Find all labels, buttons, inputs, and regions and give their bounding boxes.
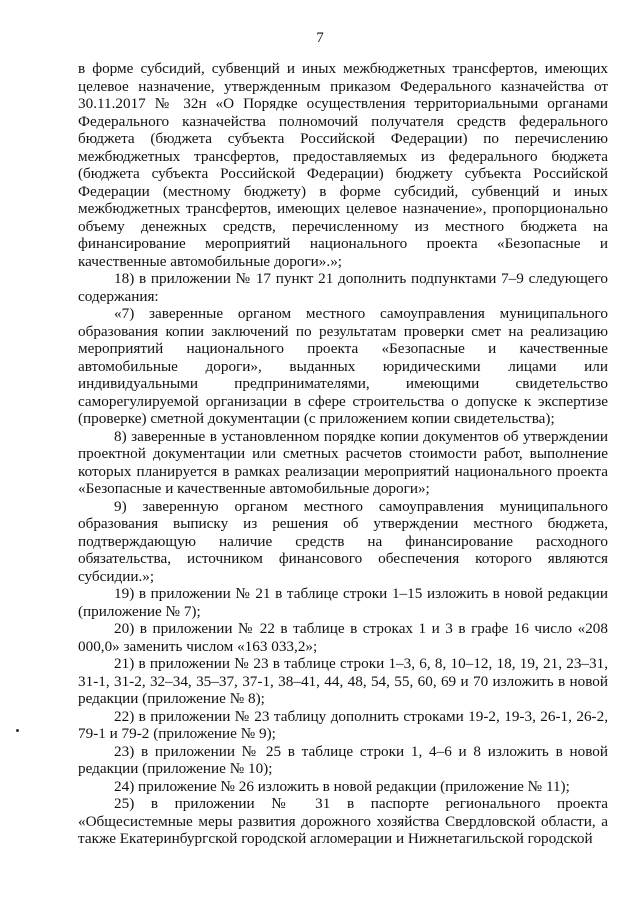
- document-body: [78, 60, 608, 848]
- paragraph-item-18: 18) в приложении № 17 пункт 21 дополнить подпунктами 7–9 следующего содержания:: [78, 270, 608, 305]
- paragraph-item-23: 23) в приложении № 25 в таблице строки 1, 4–6 и 8 изложить в новой редакции (приложение № 10);: [78, 742, 608, 777]
- paragraph-item-21: 21) в приложении № 23 в таблице строки 1–3, 6, 8, 10–12, 18, 19, 21, 23–31, 31-1, 31-2, 32–34, 35–37, 37-1, 38–41, 44, 48, 54, 55, 60, 69 и 70 изложить в новой редакции (приложение № 8);: [78, 655, 608, 707]
- paragraph-item-24: 24) приложение № 26 изложить в новой редакции (приложение № 11);: [114, 777, 570, 795]
- paragraph-item-20: 20) в приложении № 22 в таблице в строках 1 и 3 в графе 16 число «208 000,0» заменить числом «163 033,2»;: [78, 620, 608, 655]
- page-number: 7: [316, 30, 324, 46]
- scan-speck: [16, 729, 19, 732]
- paragraph-subitem-8: 8) заверенные в установленном порядке копии документов об утверждении проектной документации или сметных расчетов стоимости работ, выполнение которых планируется в рамках реализации мероприятий национального проекта «Безопасные и качественные автомобильные дороги»;: [78, 427, 608, 497]
- paragraph-item-25: 25) в приложении № 31 в паспорте регионального проекта «Общесистемные меры развития дорожного хозяйства Свердловской области, а также Екатеринбургской городской агломерации и Нижнетагильской городской: [78, 795, 608, 847]
- paragraph-subitem-7: «7) заверенные органом местного самоуправления муниципального образования копии заключений по результатам проверки смет на реализацию мероприятий национального проекта «Безопасные и качественные автомобильные дороги», выданных юридическими лицами или индивидуальными предпринимателями, имеющими свидетельство саморегулируемой организации в сфере строительства о допуске к экспертизе (проверке) сметной документации (с приложением копии свидетельства);: [78, 305, 608, 427]
- paragraph-item-19: 19) в приложении № 21 в таблице строки 1–15 изложить в новой редакции (приложение № 7);: [78, 585, 608, 620]
- paragraph-subitem-9: 9) заверенную органом местного самоуправления муниципального образования выписку из решения об утверждении местного бюджета, подтверждающую наличие средств на финансирование расходного обязательства, источником финансового обеспечения которого являются субсидии.»;: [78, 497, 608, 585]
- paragraph-item-22: 22) в приложении № 23 таблицу дополнить строками 19-2, 19-3, 26-1, 26-2, 79-1 и 79-2 (приложение № 9);: [78, 707, 608, 742]
- paragraph-continuation: в форме субсидий, субвенций и иных межбюджетных трансфертов, имеющих целевое назначение, утвержденным приказом Федерального казначейства от 30.11.2017 № 32н «О Порядке осуществления территориальными органами Федерального казначейства полномочий получателя средств федерального бюджета (бюджета субъекта Российской Федерации) по перечислению межбюджетных трансфертов, предоставляемых из федерального бюджета (бюджета субъекта Российской Федерации) бюджету субъекта Российской Федерации (местному бюджету) в форме субсидий, субвенций и иных межбюджетных трансфертов, имеющих целевое назначение», пропорционально объему денежных средств, перечисленному из местного бюджета на финансирование мероприятий национального проекта «Безопасные и качественные автомобильные дороги».»;: [78, 60, 608, 270]
